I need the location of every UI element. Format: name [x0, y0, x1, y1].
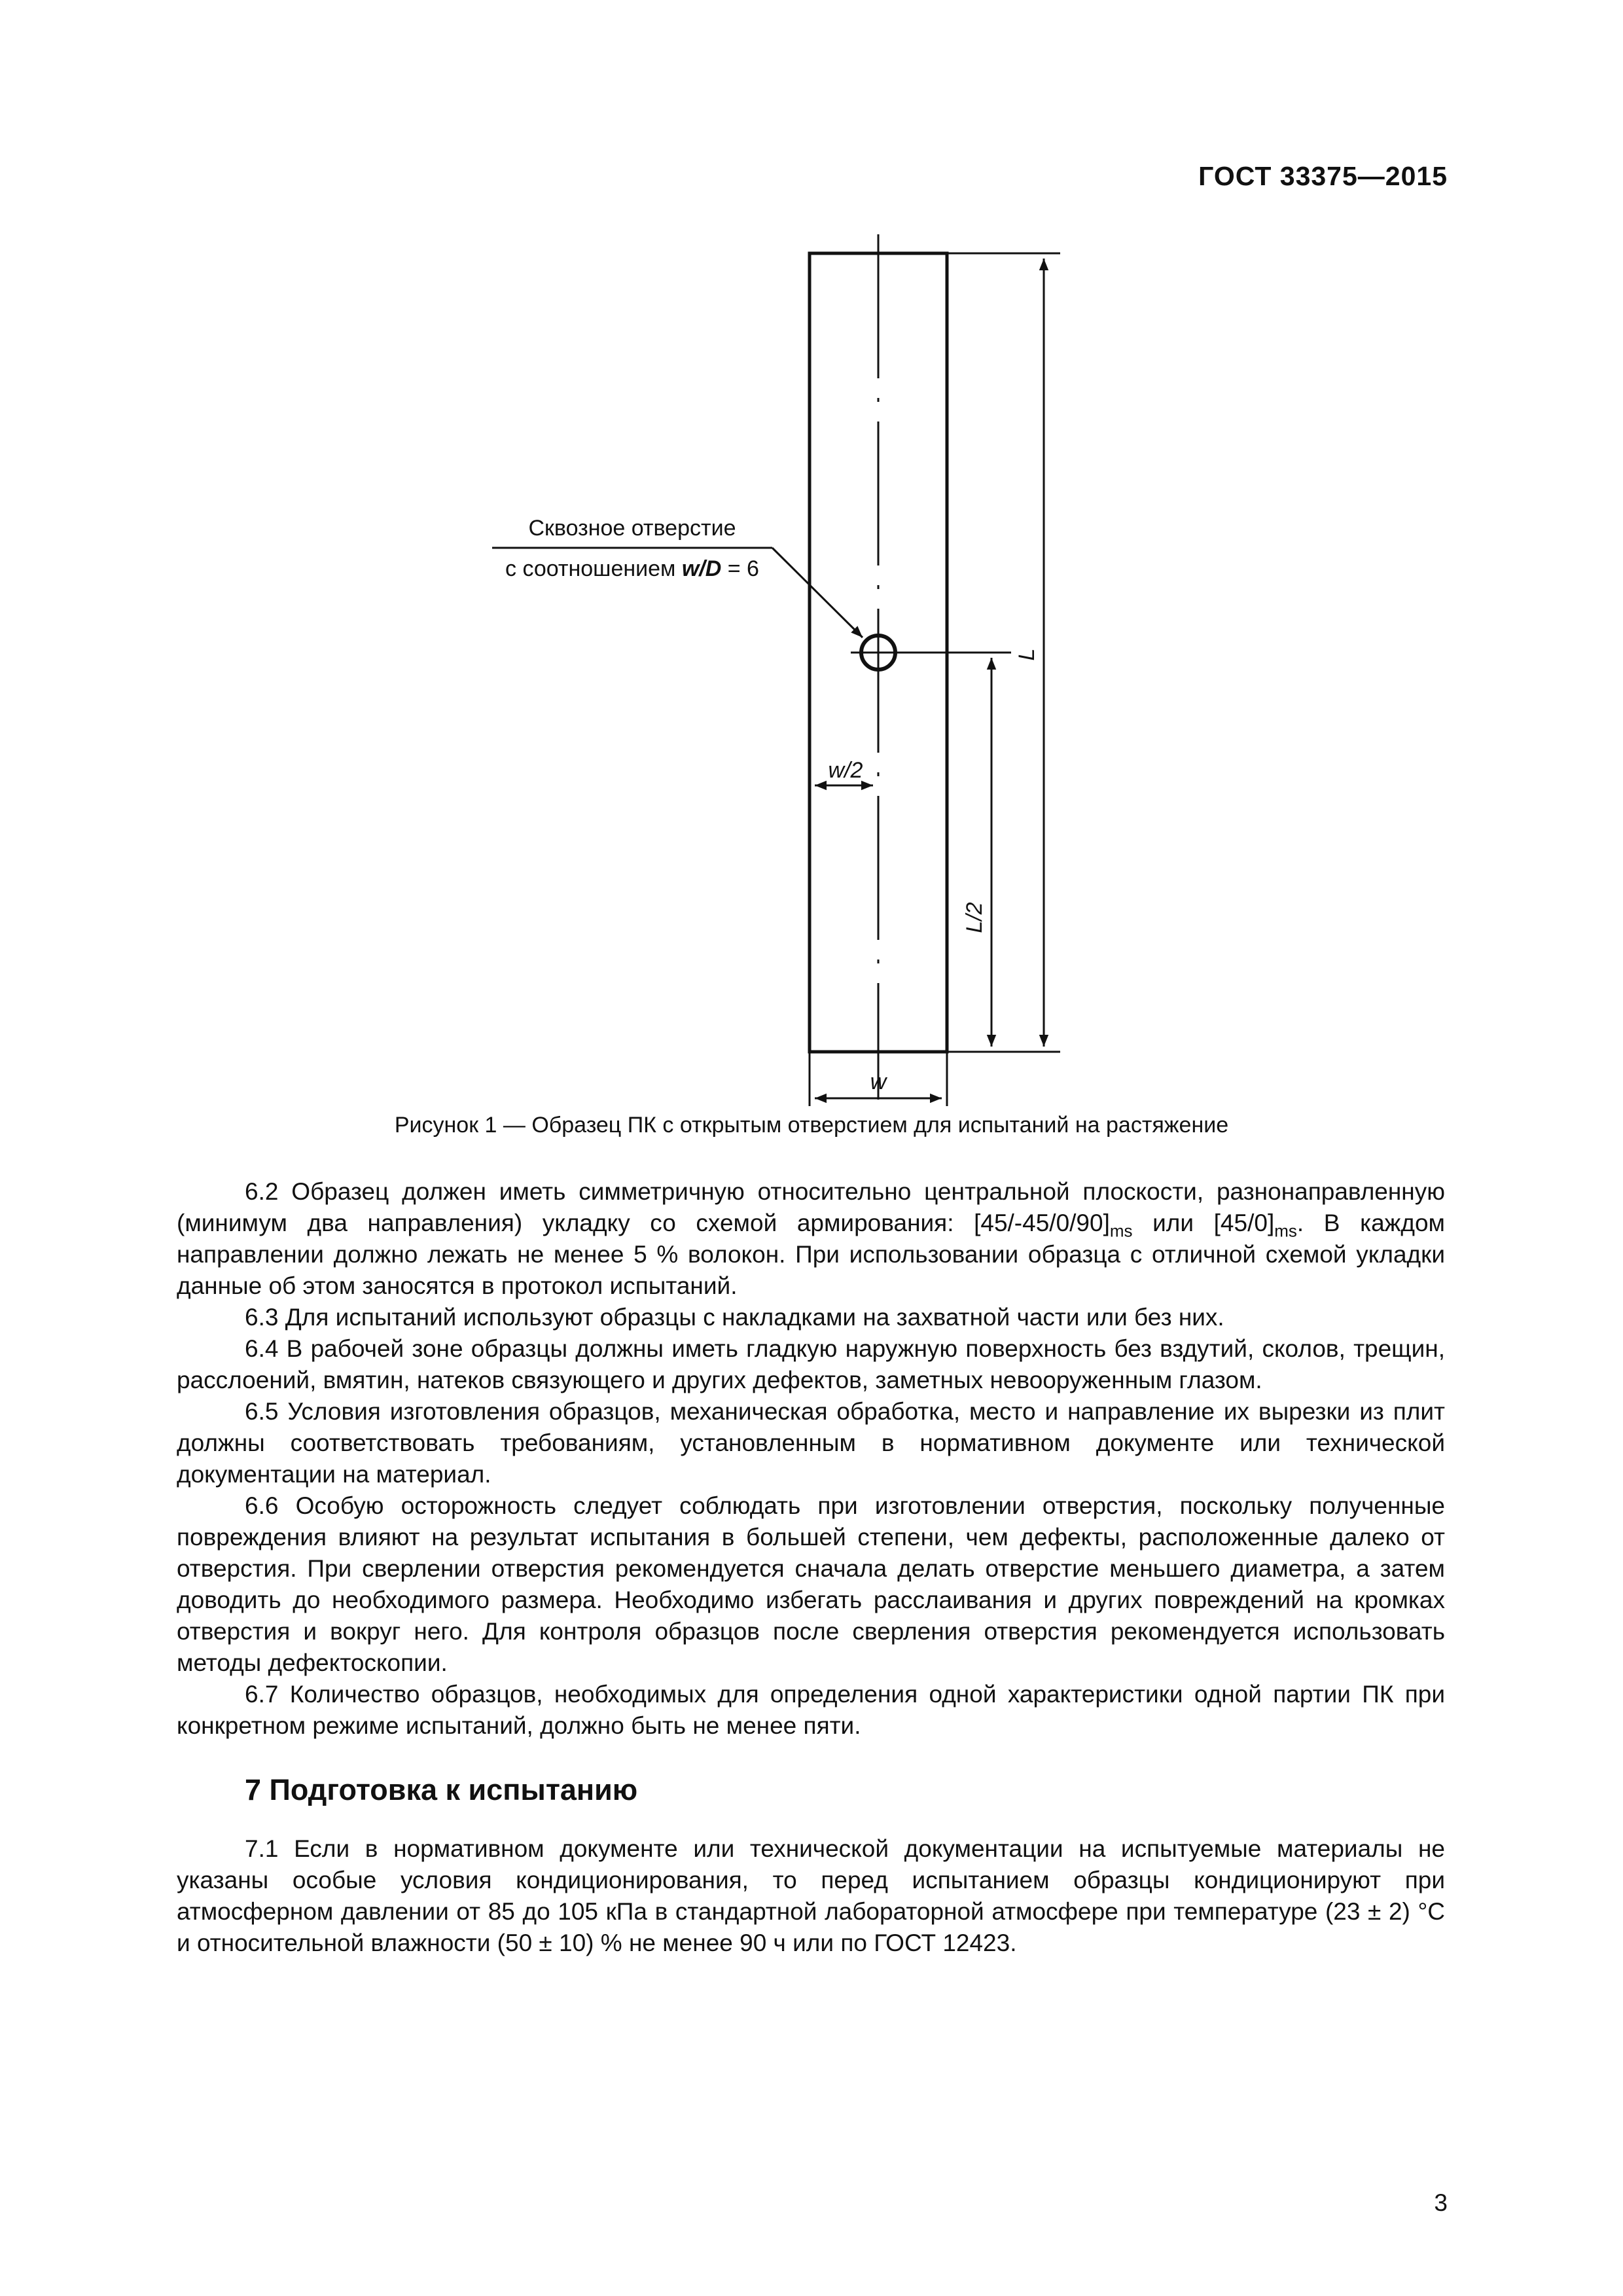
label-w: w [870, 1069, 887, 1094]
label-w-half: w/2 [828, 758, 863, 783]
document-body [177, 1176, 1445, 1959]
paragraph-6-6: 6.6 Особую осторожность следует соблюдать при изготовлении отверстия, поскольку полученные повреждения влияют на результат испытания в большей степени, чем дефекты, расположенные далеко от отверстия. При сверлении отверстия рекомендуется сначала делать отверстие меньшего диаметра, а затем доводить до необходимого размера. Необходимо избегать расслаивания и других повреждений на кромках отверстия и вокруг него. Для контроля образцов после сверления отверстия рекомендуется использовать методы дефектоскопии. [177, 1492, 1445, 1676]
paragraph-7-1: 7.1 Если в нормативном документе или технической документации на испытуемые материалы не указаны особые условия кондиционирования, то перед испытанием образцы кондиционируют при атмосферном давлении от 85 до 105 кПа в стандартной лабораторной атмосфере при температуре (23 ± 2) °С и относительной влажности (50 ± 10) % не менее 90 ч или по ГОСТ 12423. [177, 1835, 1445, 1956]
paragraph-6-5: 6.5 Условия изготовления образцов, механическая обработка, место и направление их вырезки из плит должны соответствовать требованиям, установленным в нормативном документе или технической документации на материал. [177, 1398, 1445, 1488]
hole-leader [772, 548, 863, 637]
document-code-header: ГОСТ 33375—2015 [1198, 161, 1448, 191]
label-L-half: L/2 [962, 902, 987, 933]
hole-label-line1: Сквозное отверстие [528, 516, 736, 541]
paragraph-6-7: 6.7 Количество образцов, необходимых для определения одной характеристики одной партии ПК при конкретном режиме испытаний, должно быть не менее пяти. [177, 1681, 1445, 1739]
figure-caption: Рисунок 1 — Образец ПК с открытым отверстием для испытаний на растяжение [394, 1113, 1229, 1138]
specimen-figure [0, 0, 1623, 1126]
label-L: L [1014, 648, 1039, 661]
page-number: 3 [1434, 2189, 1448, 2216]
paragraph-6-3: 6.3 Для испытаний используют образцы с накладками на захватной части или без них. [245, 1304, 1224, 1331]
section-7-heading: 7 Подготовка к испытанию [245, 1773, 638, 1806]
hole-label-line2: с соотношением w/D = 6 [505, 556, 759, 581]
paragraph-6-2: 6.2 Образец должен иметь симметричную относительно центральной плоскости, разнонаправленную (минимум два направления) укладку со схемой армирования: $[45/-45/0/90]_{ms}$ или $[45/0]_{ms}$. В каждом направлении должно лежать не менее 5 % волокон. При использовании образца с отличной схемой укладки данные об этом заносятся в протокол испытаний. [177, 1178, 1445, 1299]
paragraph-6-4: 6.4 В рабочей зоне образцы должны иметь гладкую наружную поверхность без вздутий, сколов, трещин, расслоений, вмятин, натеков связующего и других дефектов, заметных невооруженным глазом. [177, 1335, 1445, 1393]
